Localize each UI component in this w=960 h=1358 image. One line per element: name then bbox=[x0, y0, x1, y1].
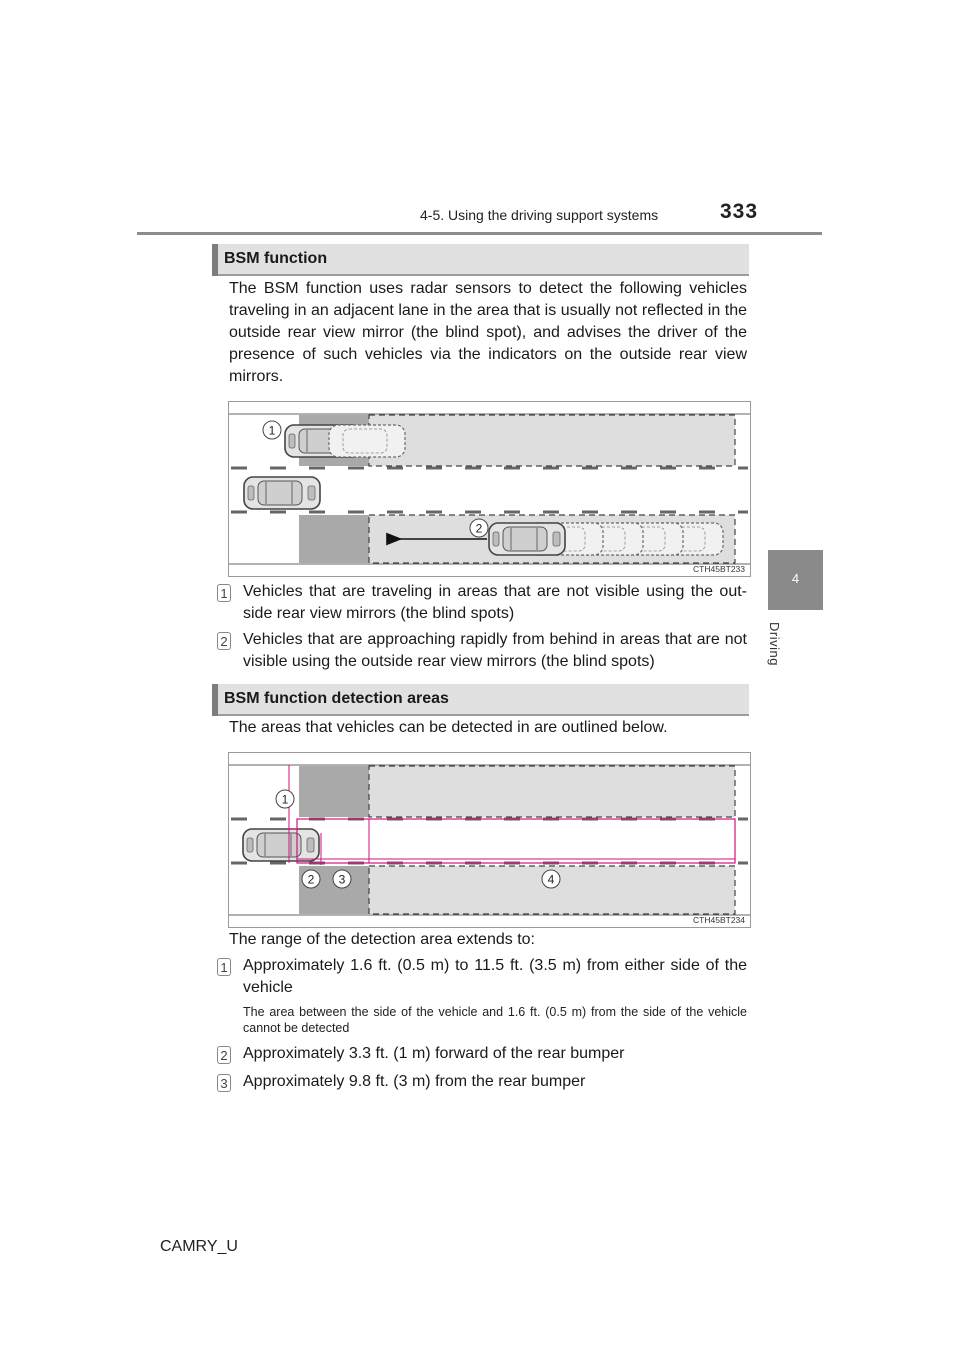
heading-marker bbox=[212, 684, 218, 716]
section-heading-bsm-function bbox=[212, 244, 749, 276]
callout-4: 4 bbox=[547, 872, 555, 887]
figure-code: CTH45BT234 bbox=[693, 915, 745, 925]
list-item-text: Vehicles that are traveling in areas that are not visible using the out-side rear view mirrors (the blind spots) bbox=[243, 583, 747, 622]
callout-1: 1 bbox=[268, 423, 276, 438]
item-number: 1 bbox=[217, 584, 231, 602]
item-number: 3 bbox=[217, 1074, 231, 1092]
running-header: 4-5. Using the driving support systems bbox=[420, 207, 659, 223]
chapter-tab-label: Driving bbox=[767, 622, 782, 666]
list-item-text: Approximately 1.6 ft. (0.5 m) to 11.5 ft. (3.5 m) from either side of the vehicle bbox=[243, 957, 747, 996]
page-number: 333 bbox=[720, 200, 759, 223]
bsm-description: The BSM function uses radar sensors to detect the following vehicles traveling in an adjacent lane in the area that is usually not reflected in the outside rear view mirror (the blind spot), and advises the driver of the presence of such vehicles via the indicators on the outside rear view mirrors. bbox=[229, 280, 747, 385]
list-item-text: Vehicles that are approaching rapidly from behind in areas that are not visible using the outside rear view mirrors (the blind spots) bbox=[243, 631, 747, 670]
own-vehicle-icon bbox=[243, 829, 319, 861]
detection-areas-intro: The areas that vehicles can be detected in are outlined below. bbox=[229, 719, 668, 736]
own-vehicle-icon bbox=[244, 477, 320, 509]
approaching-vehicle-icon bbox=[489, 523, 565, 555]
list-item-text: Approximately 9.8 ft. (3 m) from the rear bumper bbox=[243, 1073, 586, 1090]
callout-1: 1 bbox=[281, 792, 289, 807]
callout-2: 2 bbox=[307, 872, 315, 887]
bsm-diagram-1-svg bbox=[229, 402, 750, 576]
detection-area-diagram-svg bbox=[229, 753, 750, 927]
list-item-note: The area between the side of the vehicle and 1.6 ft. (0.5 m) from the side of the vehicle cannot be detected bbox=[243, 1005, 747, 1035]
section-heading-text: BSM function bbox=[224, 250, 328, 267]
model-footer: CAMRY_U bbox=[160, 1238, 238, 1255]
section-heading-text: BSM function detection areas bbox=[224, 690, 449, 707]
callout-2: 2 bbox=[475, 521, 483, 536]
section-heading-detection-areas bbox=[212, 684, 749, 716]
range-intro: The range of the detection area extends to: bbox=[229, 931, 535, 948]
detection-range-outline bbox=[297, 819, 735, 863]
list-item-text: Approximately 3.3 ft. (1 m) forward of the rear bumper bbox=[243, 1045, 625, 1062]
chapter-tab: 4 bbox=[768, 550, 823, 610]
heading-marker bbox=[212, 244, 218, 276]
item-number: 1 bbox=[217, 958, 231, 976]
callout-3: 3 bbox=[338, 872, 346, 887]
item-number: 2 bbox=[217, 632, 231, 650]
bsm-diagram-1 bbox=[228, 401, 751, 577]
detection-area-diagram bbox=[228, 752, 751, 928]
figure-code: CTH45BT233 bbox=[693, 564, 745, 574]
header-rule bbox=[137, 232, 822, 235]
item-number: 2 bbox=[217, 1046, 231, 1064]
